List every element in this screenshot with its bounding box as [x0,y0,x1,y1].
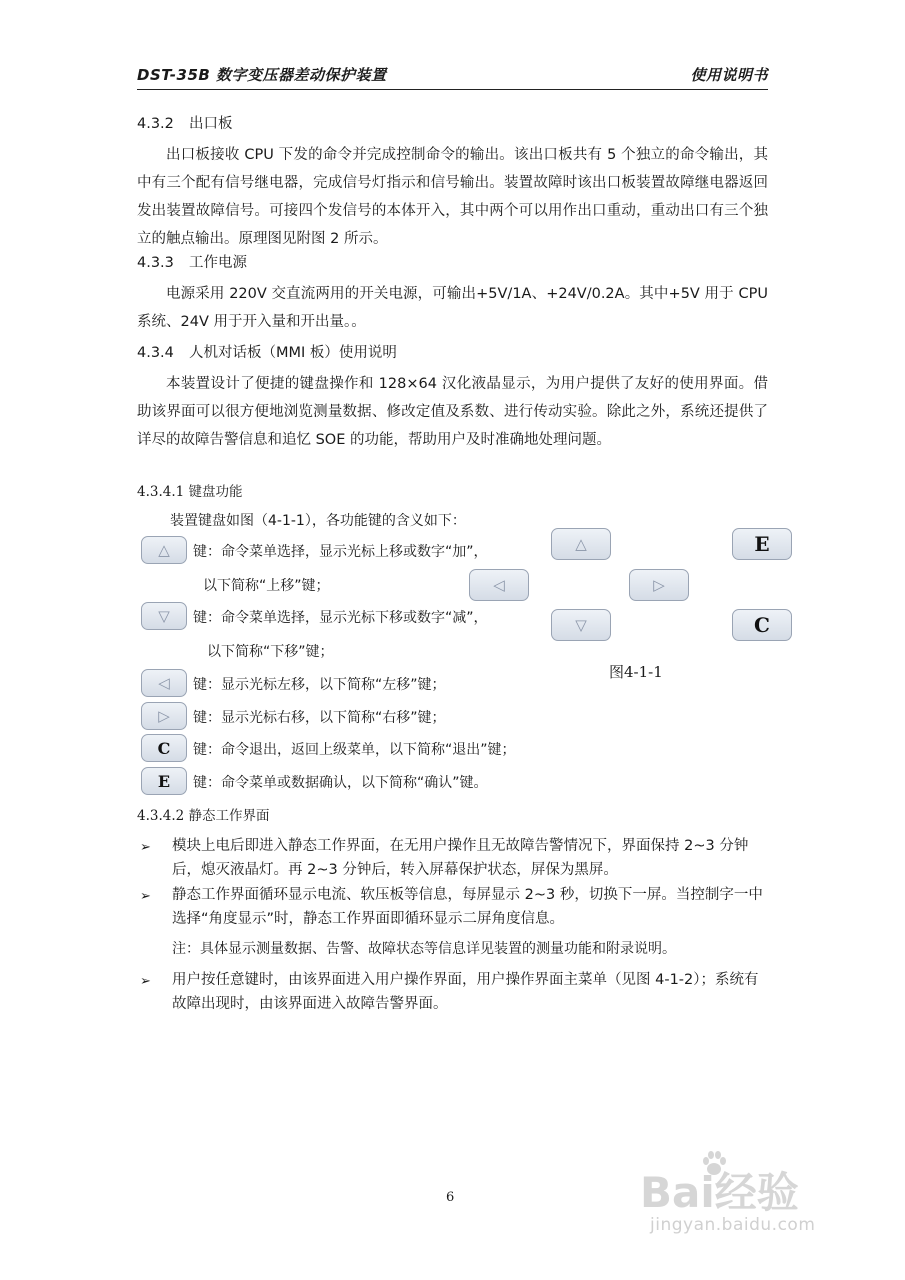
legend-enter-desc: 键：命令菜单或数据确认，以下简称“确认”键。 [193,775,488,791]
legend-down-desc: 键：命令菜单选择，显示光标下移或数字“减”， [193,610,488,626]
section-heading-4-3-3 [137,251,247,272]
bullet-arrow-icon: ➢ [140,840,151,855]
bullet-arrow-icon: ➢ [140,974,151,989]
legend-enter-key [141,767,187,795]
left-arrow-icon: ◁ [493,575,505,594]
page-number: 6 [446,1190,455,1205]
legend-cancel-key [141,734,187,762]
subsection-heading-static-ui: 4.3.4.2 静态工作界面 [137,808,270,824]
watermark-url: jingyan.baidu.com [650,1215,816,1235]
down-arrow-icon: ▽ [575,615,587,634]
section-number: 4.3.3 [137,255,174,271]
legend-up-desc: 键：命令菜单选择，显示光标上移或数字“加”， [193,544,488,560]
cancel-key-label: C [754,613,770,637]
cancel-key-label: C [157,738,171,758]
enter-key-label: E [157,771,171,791]
bullet-item: 用户按任意键时，由该界面进入用户操作界面，用户操作界面主菜单（见图 4-1-2）；系统有故障出现时，由该界面进入故障告警界面。 [172,972,759,1012]
header-manual-label: 使用说明书 [690,66,768,84]
legend-cancel-desc: 键：命令退出，返回上级菜单，以下简称“退出”键； [193,742,516,758]
keyboard-intro: 装置键盘如图（4-1-1），各功能键的含义如下： [170,513,466,529]
paragraph-power-supply: 电源采用 220V 交直流两用的开关电源，可输出+5V/1A、+24V/0.2A。其中+5V 用于 CPU 系统、24V 用于开入量和开出量。。 [137,286,768,330]
figure-up-key [551,528,611,560]
section-title: 人机对话板（MMI 板）使用说明 [189,345,397,361]
note-text: 注：具体显示测量数据、告警、故障状态等信息详见装置的测量功能和附录说明。 [172,941,676,957]
subsection-heading-keyboard: 4.3.4.1 键盘功能 [137,484,243,500]
legend-up-key [141,536,187,564]
header-rule [137,89,768,90]
up-arrow-icon: △ [575,534,587,553]
paragraph-output-board: 出口板接收 CPU 下发的命令并完成控制命令的输出。该出口板共有 5 个独立的命令输出，其中有三个配有信号继电器，完成信号灯指示和信号输出。装置故障时该出口板装置故障继电器返回发出装置故障信号。可接四个发信号的本体开入，其中两个可以用作出口重动，重动出口有三个独立的触点输出。原理图见附图 2 所示。 [137,147,768,247]
down-arrow-icon: ▽ [158,606,170,625]
section-heading-4-3-4 [137,341,397,362]
figure-enter-key [732,528,792,560]
legend-right-desc: 键：显示光标右移，以下简称“右移”键； [193,710,446,726]
section-heading-4-3-2 [137,112,233,133]
figure-caption: 图4-1-1 [609,663,663,681]
legend-down-desc-2: 以下简称“下移”键； [207,644,334,660]
watermark-brand: Bai经验 [640,1168,799,1217]
section-number: 4.3.2 [137,116,174,132]
bullet-item: 模块上电后即进入静态工作界面，在无用户操作且无故障告警情况下，界面保持 2~3 分钟后，熄灭液晶灯。再 2~3 分钟后，转入屏幕保护状态，屏保为黑屏。 [172,838,749,878]
legend-left-desc: 键：显示光标左移，以下简称“左移”键； [193,677,446,693]
paragraph-mmi-board: 本装置设计了便捷的键盘操作和 128×64 汉化液晶显示，为用户提供了友好的使用界面。借助该界面可以很方便地浏览测量数据、修改定值及系数、进行传动实验。除此之外，系统还提供了详尽的故障告警信息和追忆 SOE 的功能，帮助用户及时准确地处理问题。 [137,376,768,448]
right-arrow-icon: ▷ [653,575,665,594]
bullet-arrow-icon: ➢ [140,889,151,904]
up-arrow-icon: △ [158,540,170,559]
figure-cancel-key [732,609,792,641]
legend-up-desc-2: 以下简称“上移”键； [203,578,330,594]
figure-down-key [551,609,611,641]
legend-right-key [141,702,187,730]
header-document-title: DST-35B 数字变压器差动保护装置 [137,66,387,84]
left-arrow-icon: ◁ [158,673,170,692]
right-arrow-icon: ▷ [158,706,170,725]
legend-left-key [141,669,187,697]
enter-key-label: E [754,532,770,556]
section-number: 4.3.4 [137,345,174,361]
figure-right-key [629,569,689,601]
figure-left-key [469,569,529,601]
section-title: 工作电源 [189,255,247,271]
section-title: 出口板 [189,116,233,132]
bullet-item: 静态工作界面循环显示电流、软压板等信息，每屏显示 2~3 秒，切换下一屏。当控制字一中选择“角度显示”时，静态工作界面即循环显示二屏角度信息。 [172,887,763,927]
legend-down-key [141,602,187,630]
